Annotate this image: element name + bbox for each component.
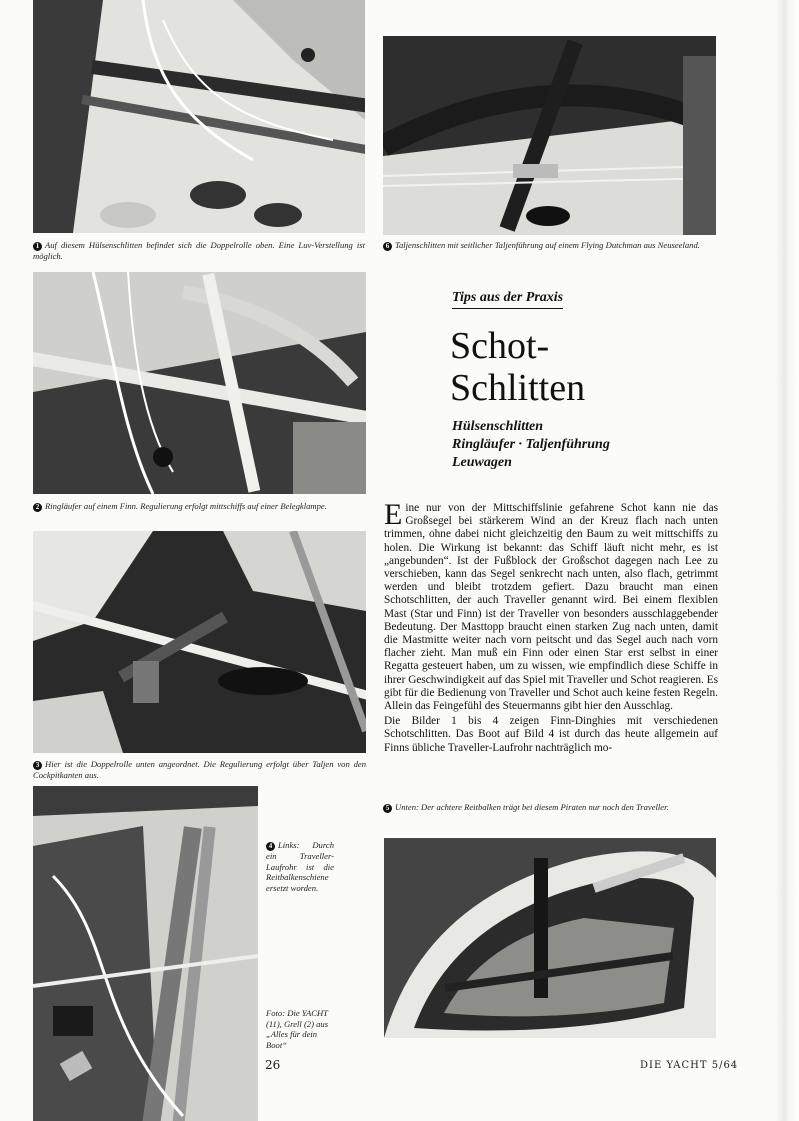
caption-6 [383,240,716,251]
photo-5-pirat-reitbalken [384,838,716,1038]
caption-3-text: Hier ist die Doppelrolle unten angeordnet. Die Regulierung erfolgt über Taljen von den Cockpitkanten aus. [33,759,366,780]
photo-2-ringlaeufer [33,272,366,494]
article-kicker: Tips aus der Praxis [452,290,563,309]
article-body [384,498,718,757]
caption-number-1: 1 [33,242,42,251]
title-line-1: Schot- [450,325,550,367]
caption-1 [33,240,365,262]
page-edge [775,0,799,1121]
caption-5-text: Unten: Der achtere Reitbalken trägt bei diesem Piraten nur noch den Traveller. [395,802,669,812]
photo-6-taljenschlitten [383,36,716,235]
caption-number-6: 6 [383,242,392,251]
photo-credit: Foto: Die YACHT (11), Grell (2) aus „Alles für dein Boot“ [266,1008,329,1050]
title-line-2: Schlitten [450,367,586,409]
caption-number-2: 2 [33,503,42,512]
paragraph-2: Die Bilder 1 bis 4 zeigen Finn-Dinghies mit verschiedenen Schotschlitten. Das Boot auf Bild 4 ist durch das heute allgemein auf Finns übliche Traveller-Laufrohr nachträglich mo- [384,715,718,754]
paragraph-1 [384,498,718,713]
caption-5 [383,802,716,813]
subtitle-1: Hülsenschlitten [452,419,544,434]
subtitle-2: Ringläufer · Taljenführung [452,437,610,452]
paragraph-1-text: ine nur von der Mittschiffslinie gefahrene Schot kann nie das Großsegel bei stärkerem Wind an der Kreuz flach nach unten trimmen, ohne dabei nicht gleichzeitig den Baum zu weit mittschiffs zu holen. Die Wirkung ist bekannt: das Schiff läuft nicht mehr, es ist „angebunden“. Ist der Fußblock der Großschot dagegen nach Lee zu verschieben, kann das Segel senkrecht nach unten, also flach, getrimmt werden und bleibt trotzdem gefiert. Dazu braucht man einen Schotschlitten, der auch Traveller genannt wird. Bei einem flexiblen Mast (Star und Finn) ist der Traveller von besonders ausschlaggebender Bedeutung. Der Masttopp braucht einen starken Zug nach unten, damit die Mastmitte weiter nach vorn peitscht und das Segel auch nach vorn flacher zieht. Man muß ein Finn oder einen Star erst selbst in einer Regatta gesteuert haben, um zu wissen, wie empfindlich diese Schiffe in ihrer Geschwindigkeit auf das Spiel mit Traveller und Schot reagieren. Es gibt für die Bedienung von Traveller und Schot auch keine festen Regeln. Allein das Feingefühl des Steuermanns gibt hier den Ausschlag. [384,502,718,713]
article-subtitles [452,418,610,472]
drop-cap: E [384,498,403,531]
photo-1-huelsenschlitten [33,0,365,233]
caption-number-3: 3 [33,761,42,770]
journal-issue: DIE YACHT 5/64 [640,1060,739,1071]
caption-6-text: Taljenschlitten mit seitlicher Taljenführung auf einem Flying Dutchman aus Neuseeland. [395,240,700,250]
caption-1-text: Auf diesem Hülsenschlitten befindet sich die Doppelrolle oben. Eine Luv-Verstellung ist möglich. [33,240,365,261]
caption-3 [33,759,366,781]
caption-4 [266,840,334,893]
page-number: 26 [265,1058,281,1072]
caption-number-5: 5 [383,804,392,813]
caption-2 [33,501,366,512]
caption-4-text: Links: Durch ein Traveller-Laufrohr ist die Reitbalkenschiene ersetzt worden. [266,840,334,893]
photo-3-doppelrolle-unten [33,531,366,753]
subtitle-3: Leuwagen [452,455,512,470]
caption-2-text: Ringläufer auf einem Finn. Regulierung erfolgt mittschiffs auf einer Belegklampe. [45,501,327,511]
caption-number-4: 4 [266,842,275,851]
photo-4-traveller-laufrohr [33,786,258,1121]
article-title [450,325,585,409]
